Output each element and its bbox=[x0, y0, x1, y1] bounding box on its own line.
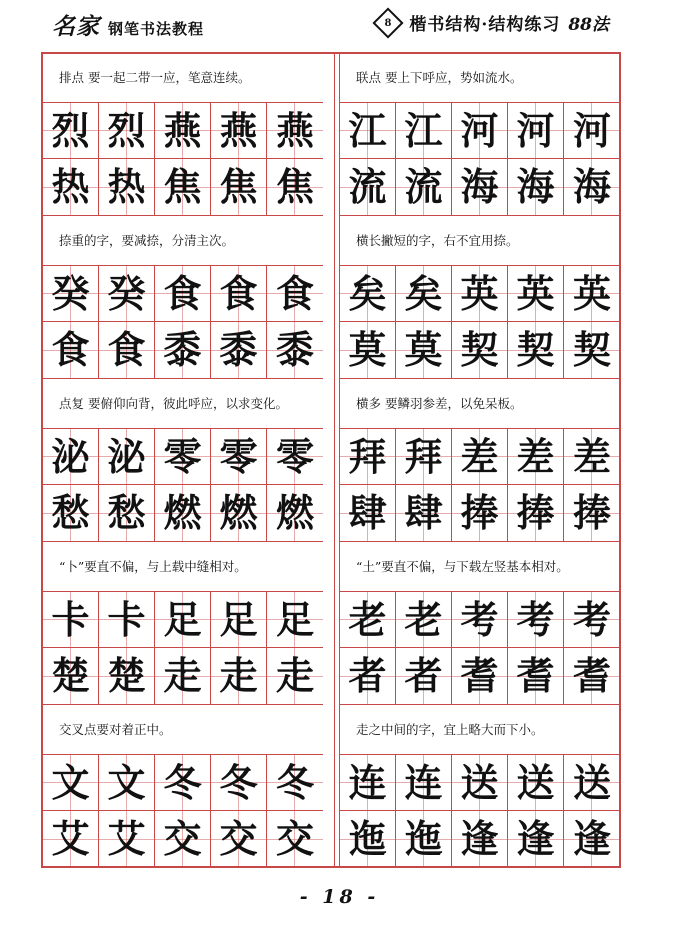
practice-character: 流 bbox=[348, 164, 387, 209]
grid-cell bbox=[508, 102, 564, 158]
grid-cell bbox=[155, 591, 211, 647]
grid-cell bbox=[99, 321, 155, 378]
grid-cell bbox=[508, 484, 564, 541]
practice-character: 食 bbox=[107, 327, 146, 372]
grid-cell bbox=[155, 484, 211, 541]
practice-character: 愁 bbox=[51, 490, 90, 535]
grid-cell bbox=[452, 484, 508, 541]
grid-cell bbox=[452, 102, 508, 158]
practice-character: 热 bbox=[107, 164, 146, 209]
character-grid bbox=[43, 754, 323, 868]
practice-character: 矣 bbox=[348, 270, 387, 316]
grid-cell bbox=[211, 265, 267, 321]
practice-character: 食 bbox=[51, 327, 90, 372]
grid-cell bbox=[396, 102, 452, 158]
practice-section bbox=[340, 706, 620, 869]
practice-character: 走 bbox=[163, 653, 202, 698]
practice-character: 焦 bbox=[219, 164, 258, 209]
character-grid bbox=[340, 754, 620, 868]
grid-cell bbox=[340, 810, 396, 867]
grid-cell bbox=[396, 591, 452, 647]
grid-cell bbox=[155, 754, 211, 810]
grid-cell bbox=[211, 591, 267, 647]
practice-character: 食 bbox=[163, 270, 202, 316]
grid-cell bbox=[564, 810, 620, 867]
practice-section bbox=[43, 380, 323, 543]
practice-character: 江 bbox=[404, 107, 443, 153]
practice-character: 英 bbox=[516, 270, 555, 316]
practice-character: 捧 bbox=[460, 490, 499, 535]
section-caption: 横长撇短的字，右不宜用捺。 bbox=[356, 233, 519, 248]
grid-cell bbox=[452, 647, 508, 704]
grid-cell bbox=[396, 484, 452, 541]
grid-cell bbox=[155, 321, 211, 378]
practice-character: 逢 bbox=[460, 816, 499, 861]
practice-character: 足 bbox=[275, 596, 314, 642]
practice-character: 者 bbox=[348, 653, 387, 698]
grid-cell bbox=[43, 591, 99, 647]
practice-character: 冬 bbox=[275, 759, 314, 805]
grid-cell bbox=[508, 647, 564, 704]
practice-character: 迤 bbox=[404, 816, 443, 861]
practice-character: 矣 bbox=[404, 270, 443, 316]
grid-cell bbox=[452, 428, 508, 484]
grid-cell bbox=[508, 265, 564, 321]
grid-cell bbox=[99, 647, 155, 704]
grid-cell bbox=[452, 754, 508, 810]
practice-section bbox=[340, 54, 620, 217]
grid-cell bbox=[43, 428, 99, 484]
practice-character: 老 bbox=[348, 596, 387, 642]
practice-character: 老 bbox=[404, 596, 443, 642]
grid-cell bbox=[99, 810, 155, 867]
practice-character: 泌 bbox=[107, 433, 146, 479]
grid-cell bbox=[99, 591, 155, 647]
practice-character: 卡 bbox=[107, 596, 146, 642]
grid-cell bbox=[267, 428, 323, 484]
grid-cell bbox=[43, 754, 99, 810]
grid-cell bbox=[267, 102, 323, 158]
practice-character: 英 bbox=[572, 270, 611, 316]
grid-cell bbox=[396, 158, 452, 215]
practice-section bbox=[43, 706, 323, 869]
grid-cell bbox=[340, 102, 396, 158]
practice-character: 送 bbox=[516, 759, 555, 805]
grid-cell bbox=[564, 647, 620, 704]
grid-cell bbox=[99, 102, 155, 158]
practice-section bbox=[340, 217, 620, 380]
practice-character: 泌 bbox=[51, 433, 90, 479]
practice-character: 足 bbox=[163, 596, 202, 642]
practice-section bbox=[340, 543, 620, 706]
practice-character: 捧 bbox=[516, 490, 555, 535]
practice-character: 癸 bbox=[51, 270, 90, 316]
practice-character: 文 bbox=[107, 759, 146, 805]
practice-character: 交 bbox=[219, 816, 258, 861]
grid-cell bbox=[340, 647, 396, 704]
grid-cell bbox=[508, 754, 564, 810]
grid-cell bbox=[211, 647, 267, 704]
grid-cell bbox=[340, 484, 396, 541]
practice-character: 河 bbox=[572, 107, 611, 153]
grid-cell bbox=[508, 321, 564, 378]
grid-cell bbox=[564, 428, 620, 484]
practice-character: 差 bbox=[460, 433, 499, 479]
brand-title: 名家 bbox=[52, 13, 100, 40]
grid-cell bbox=[508, 810, 564, 867]
practice-character: 走 bbox=[219, 653, 258, 698]
chapter-count: 88法 bbox=[568, 15, 609, 35]
grid-cell bbox=[155, 428, 211, 484]
practice-character: 焦 bbox=[163, 164, 202, 209]
grid-cell bbox=[155, 158, 211, 215]
practice-character: 捧 bbox=[572, 490, 611, 535]
practice-character: 莫 bbox=[404, 327, 443, 372]
grid-cell bbox=[396, 265, 452, 321]
practice-character: 燕 bbox=[275, 107, 314, 153]
character-grid bbox=[43, 591, 323, 705]
practice-character: 送 bbox=[572, 759, 611, 805]
grid-cell bbox=[211, 810, 267, 867]
character-grid bbox=[340, 591, 620, 705]
grid-cell bbox=[452, 265, 508, 321]
grid-cell bbox=[43, 647, 99, 704]
grid-cell bbox=[396, 754, 452, 810]
practice-character: 河 bbox=[460, 107, 499, 153]
practice-character: 肆 bbox=[404, 490, 443, 535]
character-grid bbox=[43, 265, 323, 379]
grid-cell bbox=[564, 591, 620, 647]
practice-character: 考 bbox=[572, 596, 611, 642]
practice-character: 拜 bbox=[348, 433, 387, 479]
practice-character: 契 bbox=[460, 327, 499, 372]
practice-character: 逢 bbox=[516, 816, 555, 861]
practice-section bbox=[43, 543, 323, 706]
grid-cell bbox=[564, 158, 620, 215]
practice-character: 连 bbox=[404, 759, 443, 805]
grid-cell bbox=[452, 810, 508, 867]
practice-character: 江 bbox=[348, 107, 387, 153]
section-caption: “土”要直不偏，与下载左竖基本相对。 bbox=[356, 559, 569, 574]
page-number: - 18 - bbox=[299, 886, 380, 908]
grid-cell bbox=[340, 321, 396, 378]
section-caption: 走之中间的字，宜上略大而下小。 bbox=[356, 722, 544, 737]
section-caption: 交叉点要对着正中。 bbox=[59, 722, 172, 737]
grid-cell bbox=[267, 484, 323, 541]
grid-cell bbox=[564, 102, 620, 158]
grid-cell bbox=[267, 754, 323, 810]
grid-cell bbox=[267, 647, 323, 704]
practice-section bbox=[43, 54, 323, 217]
grid-cell bbox=[99, 754, 155, 810]
practice-character: 河 bbox=[516, 107, 555, 153]
practice-character: 差 bbox=[516, 433, 555, 479]
practice-character: 海 bbox=[460, 164, 499, 209]
practice-character: 黍 bbox=[163, 327, 202, 372]
practice-character: 耆 bbox=[516, 653, 555, 698]
series-title: 钢笔书法教程 bbox=[108, 20, 205, 38]
practice-character: 契 bbox=[572, 327, 611, 372]
grid-cell bbox=[564, 321, 620, 378]
practice-character: 英 bbox=[460, 270, 499, 316]
practice-character: 零 bbox=[219, 433, 258, 479]
grid-cell bbox=[564, 754, 620, 810]
grid-cell bbox=[43, 265, 99, 321]
character-grid bbox=[43, 102, 323, 216]
practice-character: 肆 bbox=[348, 490, 387, 535]
practice-character: 者 bbox=[404, 653, 443, 698]
grid-cell bbox=[211, 321, 267, 378]
practice-character: 连 bbox=[348, 759, 387, 805]
practice-character: 冬 bbox=[163, 759, 202, 805]
header-right bbox=[377, 10, 609, 35]
grid-cell bbox=[396, 810, 452, 867]
page-header bbox=[0, 0, 679, 40]
practice-character: 零 bbox=[163, 433, 202, 479]
grid-cell bbox=[452, 591, 508, 647]
practice-character: 考 bbox=[516, 596, 555, 642]
practice-character: 楚 bbox=[51, 653, 90, 698]
character-grid bbox=[340, 265, 620, 379]
grid-cell bbox=[211, 102, 267, 158]
practice-character: 足 bbox=[219, 596, 258, 642]
grid-cell bbox=[340, 158, 396, 215]
practice-character: 迤 bbox=[348, 816, 387, 861]
grid-cell bbox=[155, 810, 211, 867]
practice-character: 黍 bbox=[219, 327, 258, 372]
practice-character: 愁 bbox=[107, 490, 146, 535]
practice-character: 契 bbox=[516, 327, 555, 372]
grid-cell bbox=[99, 484, 155, 541]
practice-character: 莫 bbox=[348, 327, 387, 372]
grid-cell bbox=[211, 484, 267, 541]
practice-character: 文 bbox=[51, 759, 90, 805]
character-grid bbox=[340, 102, 620, 216]
practice-character: 燃 bbox=[219, 490, 258, 535]
practice-character: 食 bbox=[219, 270, 258, 316]
grid-cell bbox=[43, 810, 99, 867]
character-grid bbox=[43, 428, 323, 542]
practice-character: 海 bbox=[572, 164, 611, 209]
practice-section bbox=[43, 217, 323, 380]
grid-cell bbox=[396, 428, 452, 484]
grid-cell bbox=[396, 321, 452, 378]
practice-character: 艾 bbox=[107, 816, 146, 861]
practice-character: 交 bbox=[163, 816, 202, 861]
section-caption: 点复 要俯仰向背，彼此呼应，以求变化。 bbox=[59, 396, 288, 411]
grid-cell bbox=[452, 321, 508, 378]
chapter-title: 楷书结构·结构练习 bbox=[409, 15, 561, 35]
grid-cell bbox=[340, 591, 396, 647]
practice-character: 热 bbox=[51, 164, 90, 209]
grid-cell bbox=[340, 754, 396, 810]
practice-character: 癸 bbox=[107, 270, 146, 316]
grid-cell bbox=[267, 591, 323, 647]
practice-character: 差 bbox=[572, 433, 611, 479]
character-grid bbox=[340, 428, 620, 542]
grid-cell bbox=[508, 158, 564, 215]
grid-cell bbox=[43, 102, 99, 158]
practice-character: 流 bbox=[404, 164, 443, 209]
practice-character: 海 bbox=[516, 164, 555, 209]
grid-cell bbox=[396, 647, 452, 704]
grid-cell bbox=[99, 158, 155, 215]
practice-character: 烈 bbox=[51, 107, 90, 153]
header-left bbox=[52, 8, 204, 41]
practice-character: 楚 bbox=[107, 653, 146, 698]
grid-cell bbox=[43, 158, 99, 215]
emblem-icon: 8 bbox=[373, 7, 404, 38]
practice-character: 烈 bbox=[107, 107, 146, 153]
grid-cell bbox=[211, 428, 267, 484]
practice-character: 送 bbox=[460, 759, 499, 805]
grid-cell bbox=[99, 428, 155, 484]
grid-cell bbox=[267, 265, 323, 321]
practice-character: 燃 bbox=[163, 490, 202, 535]
practice-character: 焦 bbox=[275, 164, 314, 209]
practice-character: 零 bbox=[275, 433, 314, 479]
grid-cell bbox=[155, 265, 211, 321]
practice-character: 走 bbox=[275, 653, 314, 698]
practice-character: 黍 bbox=[275, 327, 314, 372]
practice-character: 交 bbox=[275, 816, 314, 861]
practice-character: 耆 bbox=[572, 653, 611, 698]
practice-character: 燃 bbox=[275, 490, 314, 535]
section-caption: 排点 要一起二带一应，笔意连续。 bbox=[59, 70, 251, 85]
grid-cell bbox=[99, 265, 155, 321]
practice-character: 食 bbox=[275, 270, 314, 316]
practice-character: 拜 bbox=[404, 433, 443, 479]
grid-cell bbox=[43, 321, 99, 378]
grid-cell bbox=[211, 754, 267, 810]
practice-character: 考 bbox=[460, 596, 499, 642]
grid-cell bbox=[155, 647, 211, 704]
section-caption: “卜”要直不偏，与上载中缝相对。 bbox=[59, 559, 247, 574]
section-caption: 横多 要鳞羽参差，以免呆板。 bbox=[356, 396, 523, 411]
practice-section bbox=[340, 380, 620, 543]
section-caption: 捺重的字，要减捺，分清主次。 bbox=[59, 233, 235, 248]
grid-cell bbox=[508, 428, 564, 484]
practice-character: 耆 bbox=[460, 653, 499, 698]
section-caption: 联点 要上下呼应，势如流水。 bbox=[356, 70, 523, 85]
grid-cell bbox=[452, 158, 508, 215]
grid-cell bbox=[340, 428, 396, 484]
grid-cell bbox=[211, 158, 267, 215]
grid-cell bbox=[43, 484, 99, 541]
practice-character: 逢 bbox=[572, 816, 611, 861]
practice-character: 燕 bbox=[219, 107, 258, 153]
practice-character: 艾 bbox=[51, 816, 90, 861]
grid-cell bbox=[267, 321, 323, 378]
practice-frame bbox=[41, 52, 621, 868]
practice-character: 卡 bbox=[51, 596, 90, 642]
grid-cell bbox=[564, 265, 620, 321]
grid-cell bbox=[340, 265, 396, 321]
grid-cell bbox=[267, 810, 323, 867]
practice-character: 燕 bbox=[163, 107, 202, 153]
grid-cell bbox=[267, 158, 323, 215]
practice-character: 冬 bbox=[219, 759, 258, 805]
grid-cell bbox=[564, 484, 620, 541]
grid-cell bbox=[508, 591, 564, 647]
grid-cell bbox=[155, 102, 211, 158]
